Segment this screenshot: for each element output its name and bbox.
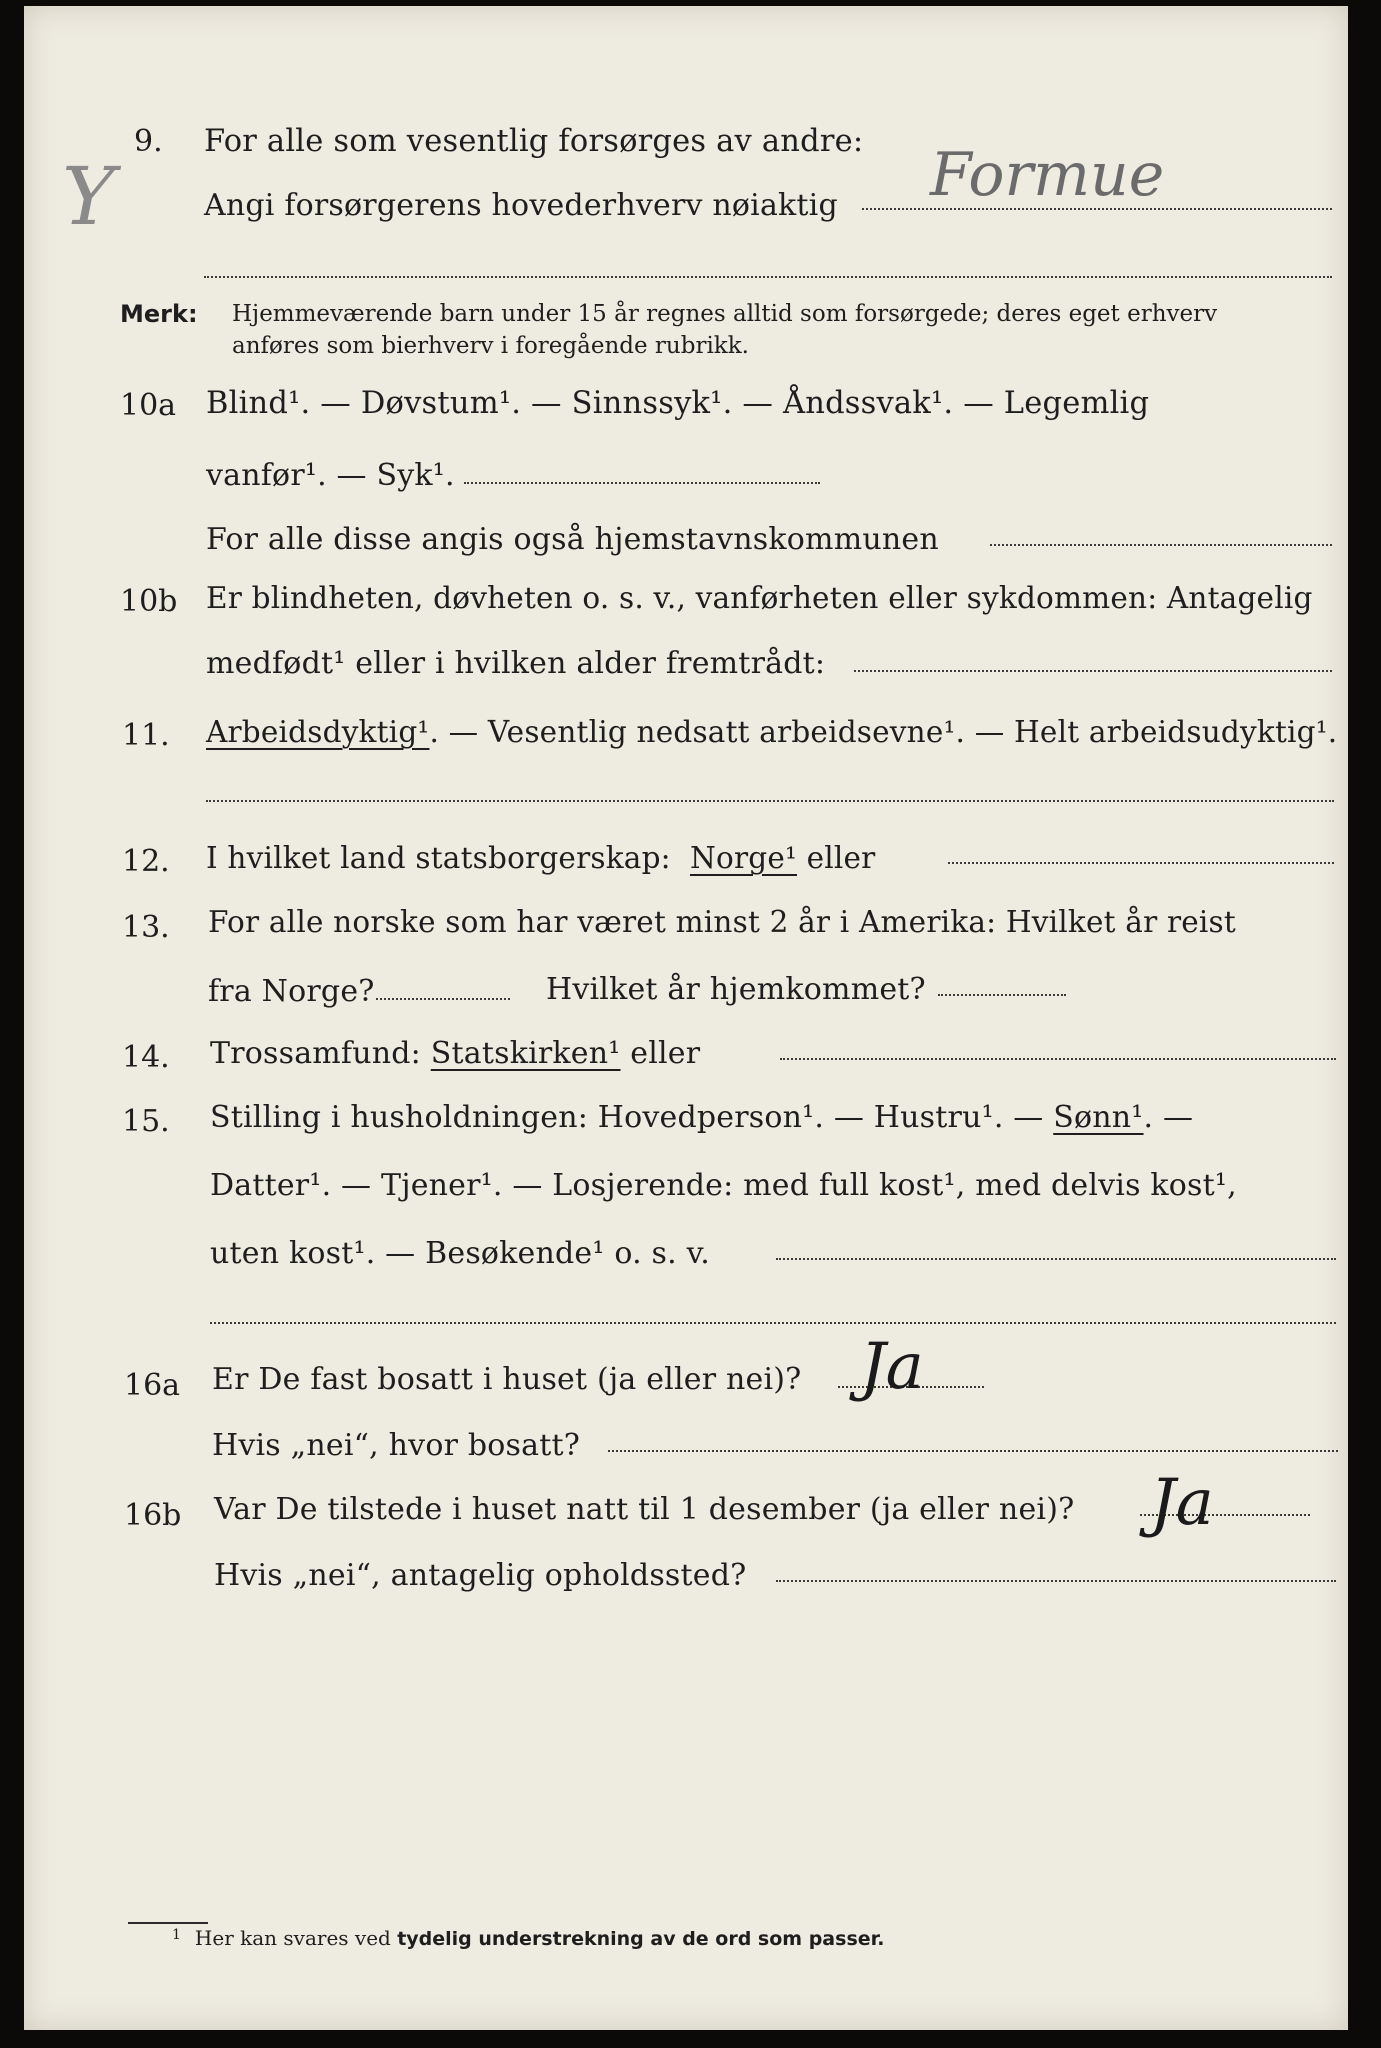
footnote-rule xyxy=(128,1922,208,1924)
q15-besokende-line xyxy=(776,1258,1336,1260)
q16a-answer: Ja xyxy=(860,1330,924,1404)
q13-line1: For alle norske som har været minst 2 år i Amerika: Hvilket år reist xyxy=(208,905,1236,939)
q16b-line2: Hvis „nei“, antagelig opholdssted? xyxy=(214,1558,747,1593)
q12-selected-norge: Norge¹ xyxy=(689,841,798,875)
footnote-mark: 1 xyxy=(172,1927,181,1943)
q10a-line1: Blind¹. — Døvstum¹. — Sinnssyk¹. — Åndssvak¹. — Legemlig xyxy=(206,386,1150,421)
q16b-number: 16b xyxy=(124,1498,182,1533)
q10a-hjemstavn-line xyxy=(990,544,1332,546)
q10a-syk-line xyxy=(464,482,820,484)
q11-selected-arbeidsdyktig: Arbeidsdyktig¹ xyxy=(206,715,430,749)
footnote-pre: Her kan svares ved xyxy=(194,1926,391,1950)
q15-answer-line xyxy=(210,1322,1336,1324)
q16b-opholdssted-line xyxy=(776,1580,1336,1582)
merk-label: Merk: xyxy=(120,300,198,328)
q11-answer-line xyxy=(206,800,1334,802)
q14-line xyxy=(210,1034,700,1074)
q13-line2a: fra Norge? xyxy=(208,974,375,1009)
q13-hjemkommet-line xyxy=(938,994,1066,996)
q12-line xyxy=(206,838,875,878)
q16a-bosatt-line xyxy=(608,1450,1338,1452)
q10a-line2: vanfør¹. — Syk¹. xyxy=(206,458,455,493)
q11-rest: . — Vesentlig nedsatt arbeidsevne¹. — Helt arbeidsudyktig¹. xyxy=(429,715,1338,749)
q10b-answer-line xyxy=(854,670,1332,672)
q15-selected-sonn: Sønn¹ xyxy=(1053,1100,1144,1135)
q9-answer: Formue xyxy=(930,140,1165,210)
q13-line2b: Hvilket år hjemkommet? xyxy=(546,972,926,1007)
q12-answer-line xyxy=(948,862,1334,864)
footnote xyxy=(172,1926,885,1950)
q12-number: 12. xyxy=(122,844,170,879)
q16a-line2: Hvis „nei“, hvor bosatt? xyxy=(212,1428,581,1463)
q10a-line3: For alle disse angis også hjemstavnskommunen xyxy=(206,522,939,557)
q15-line1b: . — xyxy=(1143,1100,1194,1135)
q11-number: 11. xyxy=(122,718,170,753)
q15-line1a: Stilling i husholdningen: Hovedperson¹. — Hustru¹. — xyxy=(210,1100,1044,1135)
q11-line xyxy=(206,712,1337,752)
q14-selected-statskirken: Statskirken¹ xyxy=(430,1036,621,1071)
q13-number: 13. xyxy=(122,910,170,945)
merk-line1: Hjemmeværende barn under 15 år regnes alltid som forsørgede; deres eget erhverv xyxy=(232,301,1218,327)
q9-answer-line-2 xyxy=(204,276,1332,278)
q14-answer-line xyxy=(780,1058,1336,1060)
q9-line1: For alle som vesentlig forsørges av andre: xyxy=(204,124,864,159)
q10a-number: 10a xyxy=(120,388,177,423)
q15-line2: Datter¹. — Tjener¹. — Losjerende: med full kost¹, med delvis kost¹, xyxy=(210,1168,1237,1203)
margin-mark: Y xyxy=(62,150,115,243)
q10b-line2: medfødt¹ eller i hvilken alder fremtrådt: xyxy=(206,646,826,681)
q14-post: eller xyxy=(630,1036,701,1071)
q16a-number: 16a xyxy=(124,1368,181,1403)
q12-pre: I hvilket land statsborgerskap: xyxy=(206,841,671,875)
q15-line3: uten kost¹. — Besøkende¹ o. s. v. xyxy=(210,1236,710,1271)
q15-number: 15. xyxy=(122,1104,170,1139)
q15-line1 xyxy=(210,1098,1193,1138)
q14-pre: Trossamfund: xyxy=(210,1036,421,1071)
q16b-line1: Var De tilstede i huset natt til 1 desember (ja eller nei)? xyxy=(214,1492,1075,1527)
q9-line2: Angi forsørgerens hovederhverv nøiaktig xyxy=(204,188,838,223)
q9-number: 9. xyxy=(134,124,163,159)
q14-number: 14. xyxy=(122,1040,170,1075)
q10b-line1: Er blindheten, døvheten o. s. v., vanførheten eller sykdommen: Antagelig xyxy=(206,581,1313,615)
q16b-answer: Ja xyxy=(1150,1466,1214,1540)
q13-reist-line xyxy=(376,998,510,1000)
merk-line2: anføres som bierhverv i foregående rubrikk. xyxy=(232,333,749,359)
q10b-number: 10b xyxy=(120,584,178,619)
q16a-line1: Er De fast bosatt i huset (ja eller nei)? xyxy=(212,1362,802,1397)
q12-post: eller xyxy=(806,841,876,875)
footnote-bold: tydelig understrekning av de ord som passer. xyxy=(397,1928,885,1950)
